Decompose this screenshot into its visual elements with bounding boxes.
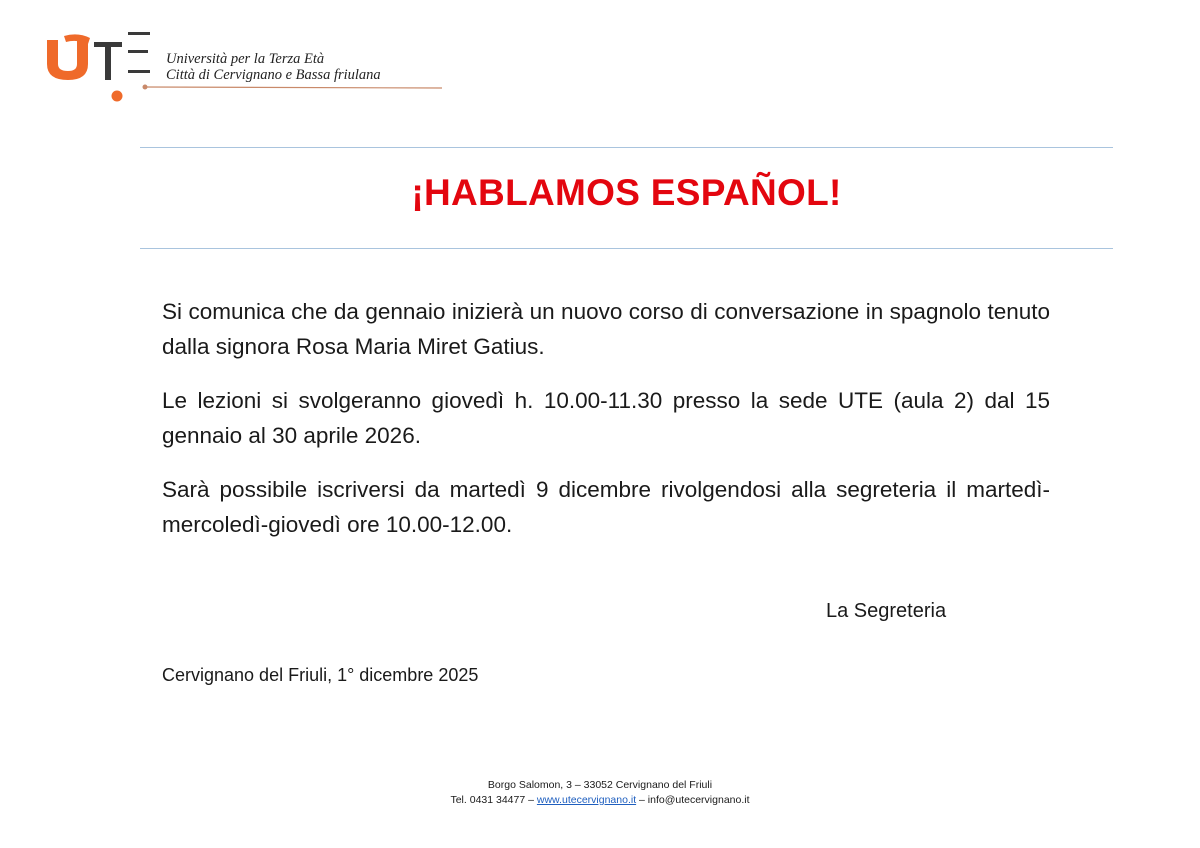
page-title: ¡HABLAMOS ESPAÑOL!: [411, 172, 842, 213]
divider-bottom: [140, 248, 1113, 249]
footer-email: – info@utecervignano.it: [639, 794, 750, 806]
org-name-line1: Università per la Terza Età: [166, 51, 325, 67]
document-date: Cervignano del Friuli, 1° dicembre 2025: [162, 665, 479, 685]
divider-top: [140, 147, 1113, 148]
org-name: [166, 51, 381, 83]
paragraph-course: Si comunica che da gennaio inizierà un nuovo corso di conversazione in spagnolo tenuto dalla signora Rosa Maria Miret Gatius.: [162, 299, 1050, 359]
paragraph-registration: Sarà possibile iscriversi da martedì 9 dicembre rivolgendosi alla segreteria il martedì-mercoledì-giovedì ore 10.00-12.00.: [162, 477, 1050, 537]
signature: La Segreteria: [826, 600, 947, 622]
announcement-body: [162, 294, 1050, 561]
footer-tel: Tel. 0431 34477 –: [450, 794, 534, 806]
footer-contacts: [0, 793, 1200, 808]
org-name-line2: Città di Cervignano e Bassa friulana: [166, 67, 381, 83]
footer: [0, 778, 1200, 808]
footer-address: Borgo Salomon, 3 – 33052 Cervignano del Friuli: [487, 779, 713, 791]
paragraph-schedule: Le lezioni si svolgeranno giovedì h. 10.00-11.30 presso la sede UTE (aula 2) dal 15 gennaio al 30 aprile 2026.: [162, 388, 1050, 448]
ute-logo: [44, 28, 444, 108]
website-link[interactable]: www.utecervignano.it: [536, 794, 637, 806]
